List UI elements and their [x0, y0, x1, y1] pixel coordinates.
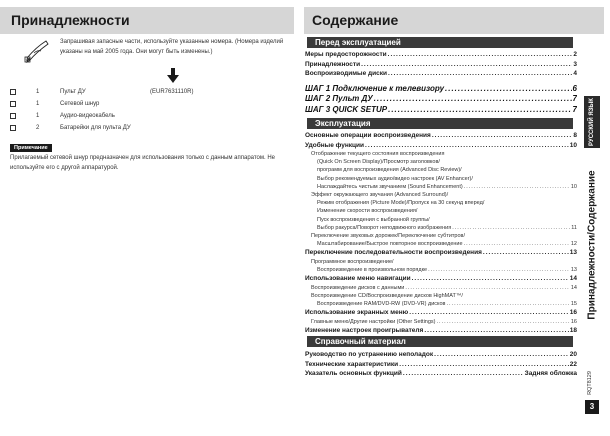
- toc-subentry[interactable]: Изменение скорости воспроизведения/: [317, 208, 418, 215]
- list-item: 1 Сетевой шнур: [10, 98, 300, 110]
- toc-entry[interactable]: Использование экранных меню ..... 16: [305, 308, 577, 318]
- side-title: Принадлежности/Содержание: [586, 170, 598, 320]
- toc-subentry[interactable]: Эффект окружающего звучания (Advanced Surround)/: [311, 192, 449, 199]
- list-item: 2 Батарейки для пульта ДУ: [10, 122, 300, 134]
- toc-subentry[interactable]: Отображение текущего состояния воспроизведения: [311, 151, 445, 157]
- accessories-title: Принадлежности: [11, 12, 130, 28]
- toc-subentry[interactable]: Воспроизведение в произвольном порядке ..... 13: [305, 266, 577, 274]
- toc-entry[interactable]: ШАГ 1 Подключение к телевизору ..... 6: [305, 84, 577, 95]
- toc-entry[interactable]: Меры предосторожности ..... 2: [305, 50, 577, 60]
- toc-section-before-use: [305, 50, 577, 115]
- toc-subentry[interactable]: Главные меню/Другие настройки (Other Settings) ..... 16: [305, 318, 577, 326]
- contents-title: Содержание: [312, 12, 399, 28]
- checkbox-icon: [10, 113, 16, 119]
- toc-section-reference: [305, 350, 577, 379]
- toc-entry[interactable]: Использование меню навигации ..... 14: [305, 274, 577, 284]
- toc-entry[interactable]: Воспроизводимые диски ..... 4: [305, 69, 577, 79]
- section-header-before-use: Перед эксплуатацией: [307, 37, 573, 48]
- toc-entry[interactable]: Принадлежности ..... 3: [305, 60, 577, 70]
- toc-subentry[interactable]: (Quick On Screen Display)/Просмотр заголовков/: [317, 159, 440, 166]
- toc-subentry[interactable]: Масштабирование/Быстрое повторное воспроизведение ..... 12: [305, 240, 577, 248]
- list-item: 1 Пульт ДУ (EUR7631110R): [10, 86, 300, 98]
- toc-subentry[interactable]: Воспроизведение RAM/DVD-RW (DVD-VR) дисков ..... 15: [305, 300, 577, 308]
- spare-parts-note: Запрашивая запасные части, используйте указанные номера. (Номера изделий указаны на май 2005 года. Они могут быть изменены.): [60, 39, 284, 55]
- section-header-operation: Эксплуатация: [307, 118, 573, 129]
- checkbox-icon: [10, 89, 16, 95]
- toc-subentry[interactable]: Программное воспроизведение/: [311, 258, 394, 265]
- toc-entry[interactable]: Основные операции воспроизведения ..... 8: [305, 131, 577, 141]
- toc-entry[interactable]: ШАГ 2 Пульт ДУ ..... 7: [305, 94, 577, 105]
- accessories-column: [0, 0, 300, 436]
- list-item: 1 Аудио-видеокабель: [10, 110, 300, 122]
- page-number: 3: [585, 400, 599, 414]
- toc-subentry[interactable]: Наслаждайтесь чистым звучанием (Sound Enhancement) ..... 10: [305, 183, 577, 191]
- note-label: Примечание: [10, 144, 52, 152]
- section-header-reference: Справочный материал: [307, 336, 573, 347]
- toc-entry[interactable]: Переключение последовательности воспроизведения ..... 13: [305, 248, 577, 258]
- accessories-list: [10, 86, 300, 134]
- accessories-header: [0, 7, 294, 34]
- toc-subentry[interactable]: Пуск воспроизведения с выбранной группы/: [317, 216, 430, 223]
- note-text: Прилагаемый сетевой шнур предназначен для использования только с данным аппаратом. Не используйте его с другой аппаратурой.: [10, 155, 276, 171]
- toc-subentry[interactable]: программ для воспроизведения (Advanced Disc Review)/: [317, 167, 462, 174]
- contents-column: [300, 0, 610, 436]
- writing-hand-icon: [24, 38, 50, 64]
- toc-section-operation: [305, 131, 577, 336]
- toc-subentry[interactable]: Переключение звуковых дорожек/Переключение субтитров/: [311, 233, 466, 240]
- toc-entry[interactable]: Руководство по устранению неполадок ..... 20: [305, 350, 577, 360]
- contents-header: [304, 7, 604, 34]
- language-tab: РУССКИЙ ЯЗЫК: [584, 96, 600, 148]
- toc-subentry[interactable]: Выбор рекомендуемых аудио/видео настроек (AV Enhancer)/: [317, 175, 473, 182]
- toc-entry[interactable]: Технические характеристики ..... 22: [305, 360, 577, 370]
- toc-subentry[interactable]: Воспроизведение CD/Воспроизведение дисков HighMAT™/: [311, 293, 463, 300]
- checkbox-icon: [10, 101, 16, 107]
- arrow-down-icon: [167, 68, 179, 83]
- toc-subentry[interactable]: Режим отображения (Picture Mode)/Пропуск на 30 секунд вперед/: [317, 200, 485, 207]
- toc-subentry[interactable]: Выбор ракурса/Поворот неподвижного изображения ..... 11: [305, 224, 577, 232]
- toc-entry[interactable]: Изменение настроек проигрывателя ..... 18: [305, 326, 577, 336]
- toc-entry[interactable]: Указатель основных функций ..... Задняя обложка: [305, 369, 577, 379]
- toc-subentry[interactable]: Воспроизведение дисков с данными ..... 14: [305, 284, 577, 292]
- checkbox-icon: [10, 125, 16, 131]
- toc-entry[interactable]: Удобные функции ..... 10: [305, 141, 577, 151]
- toc-entry[interactable]: ШАГ 3 QUICK SETUP ..... 7: [305, 105, 577, 116]
- document-code: RQT8129: [587, 371, 593, 395]
